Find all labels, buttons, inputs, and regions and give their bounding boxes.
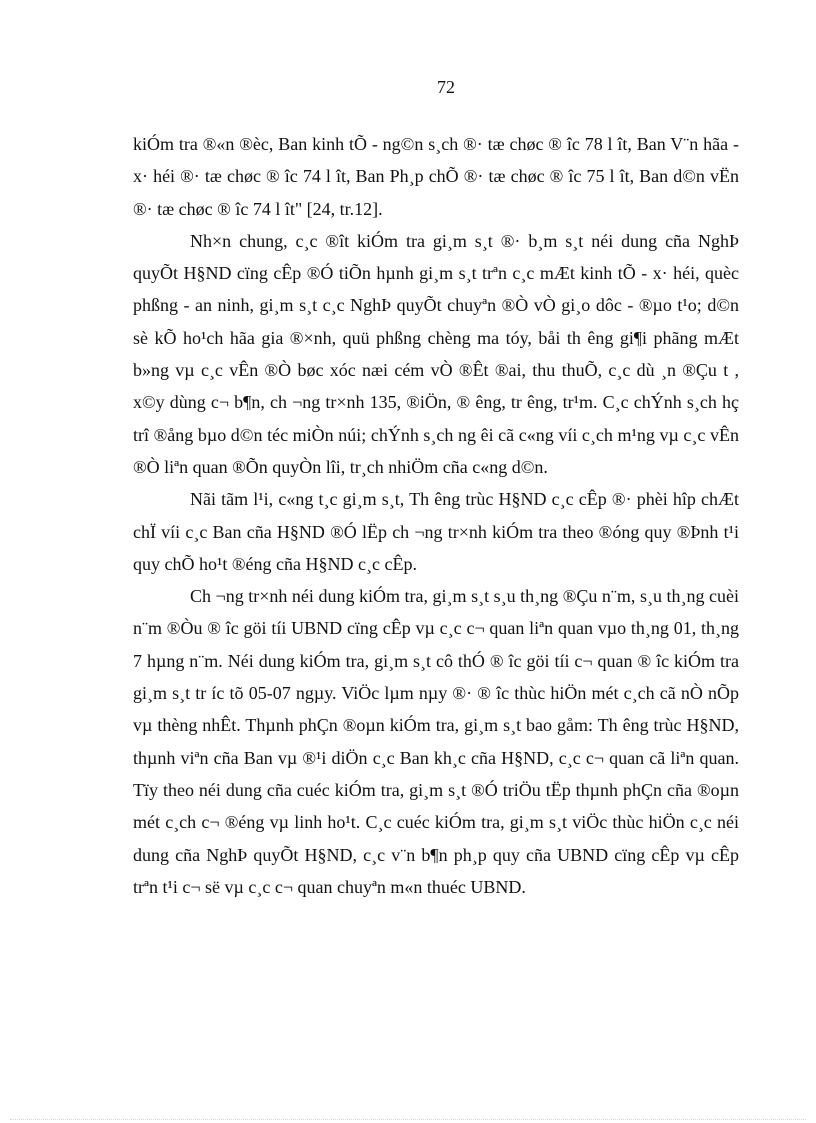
page-bottom-divider (10, 1119, 806, 1120)
paragraph-continuation: kiÓm tra ®«n ®èc, Ban kinh tÕ - ng©n s¸ch ®· tæ chøc ® îc 78 l ît, Ban V¨n hãa - x· héi ®· tæ chøc ® îc 74 l ît, Ban Ph¸p chÕ ®· tæ chøc ® îc 75 l ît, Ban d©n vËn ®· tæ chøc ® îc 74 l ît" [24, tr.12]. (133, 134, 739, 219)
paragraph-summary: Nãi tãm l¹i, c«ng t¸c gi¸m s¸t, Th êng trùc H§ND c¸c cÊp ®· phèi hîp chÆt chÏ víi c¸c Ban cña H§ND ®Ó lËp ch ¬ng tr×nh kiÓm tra theo ®óng quy ®Þnh t¹i quy chÕ ho¹t ®éng cña H§ND c¸c cÊp. (133, 489, 739, 574)
paragraph-general-overview: Nh×n chung, c¸c ®ît kiÓm tra gi¸m s¸t ®· b¸m s¸t néi dung cña NghÞ quyÕt H§ND cïng cÊp ®Ó tiÕn hµnh gi¸m s¸t trªn c¸c mÆt kinh tÕ - x· héi, quèc phßng - an ninh, gi¸m s¸t c¸c NghÞ quyÕt chuyªn ®Ò vÒ gi¸o dôc - ®µo t¹o; d©n sè kÕ ho¹ch hãa gia ®×nh, quü phßng chèng ma tóy, båi th êng gi¶i phãng mÆt b»ng vµ c¸c vÊn ®Ò bøc xóc næi cém vÒ ®Êt ®ai, thu thuÕ, c¸c dù ¸n ®Çu t , x©y dùng c¬ b¶n, ch ¬ng tr×nh 135, ®iÖn, ® êng, tr êng, tr¹m. C¸c chÝnh s¸ch hç trî ®ång bµo d©n téc miÒn núi; chÝnh s¸ch ng êi cã c«ng víi c¸ch m¹ng vµ c¸c vÊn ®Ò liªn quan ®Õn quyÒn lîi, tr¸ch nhiÖm cña c«ng d©n. (133, 230, 739, 477)
body-text (133, 128, 739, 903)
page-number: 72 (437, 77, 455, 97)
paragraph-inspection-program: Ch ¬ng tr×nh néi dung kiÓm tra, gi¸m s¸t s¸u th¸ng ®Çu n¨m, s¸u th¸ng cuèi n¨m ®Òu ® îc göi tíi UBND cïng cÊp vµ c¸c c¬ quan liªn quan vµo th¸ng 01, th¸ng 7 hµng n¨m. Néi dung kiÓm tra, gi¸m s¸t cô thÓ ® îc göi tíi c¬ quan ® îc kiÓm tra gi¸m s¸t tr íc tõ 05-07 ngµy. ViÖc lµm nµy ®· ® îc thùc hiÖn mét c¸ch cã nÒ nÕp vµ thèng nhÊt. Thµnh phÇn ®oµn kiÓm tra, gi¸m s¸t bao gåm: Th êng trùc H§ND, thµnh viªn cña Ban vµ ®¹i diÖn c¸c Ban kh¸c cña H§ND, c¸c c¬ quan cã liªn quan. Tïy theo néi dung cña cuéc kiÓm tra, gi¸m s¸t ®Ó triÖu tËp thµnh phÇn cña ®oµn mét c¸ch c¬ ®éng vµ linh ho¹t. C¸c cuéc kiÓm tra, gi¸m s¸t viÖc thùc hiÖn c¸c néi dung cña NghÞ quyÕt H§ND, c¸c v¨n b¶n ph¸p quy cña UBND cïng cÊp vµ cÊp trªn t¹i c¬ së vµ c¸c c¬ quan chuyªn m«n thuéc UBND. (133, 586, 739, 897)
